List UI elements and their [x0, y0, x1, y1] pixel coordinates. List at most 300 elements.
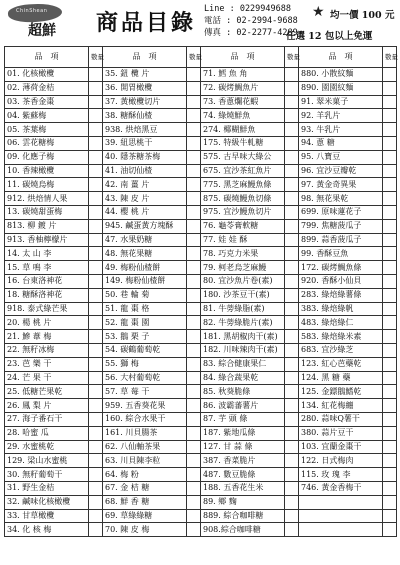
quantity-cell[interactable]: [383, 219, 397, 233]
product-item-cell: 280. 蒜味Q薯干: [299, 412, 383, 426]
product-item-cell: 175. 特級牛軋糖: [201, 136, 285, 150]
column-header-item: 品 項: [201, 47, 285, 68]
product-item-cell: 40. 隱茶糖茶梅: [103, 150, 187, 164]
quantity-cell[interactable]: [89, 136, 103, 150]
product-item-cell: 182. 川味辣肉干(素): [201, 343, 285, 357]
product-item-cell: 28. 哈蜜 瓜: [5, 426, 89, 440]
product-item-cell: 42. 南 薑 片: [103, 178, 187, 192]
quantity-cell[interactable]: [383, 164, 397, 178]
quantity-cell[interactable]: [285, 481, 299, 495]
quantity-cell[interactable]: [285, 454, 299, 468]
product-item-cell: 25. 低糖芒果乾: [5, 385, 89, 399]
product-item-cell: 64. 梅 粉: [103, 468, 187, 482]
product-item-cell: 123. 紅心芭藥乾: [299, 357, 383, 371]
product-item-cell: 29. 水蜜桃乾: [5, 440, 89, 454]
quantity-cell[interactable]: [285, 357, 299, 371]
quantity-cell[interactable]: [187, 426, 201, 440]
product-item-cell: 387. 香菜脆片: [201, 454, 285, 468]
product-item-cell: 10. 香辣橄欖: [5, 164, 89, 178]
quantity-cell[interactable]: [285, 509, 299, 523]
quantity-cell[interactable]: [383, 81, 397, 95]
product-item-cell: 575. 古早味大綠公: [201, 150, 285, 164]
product-item-cell: 51. 龍 棗 格: [103, 302, 187, 316]
product-item-cell: 22. 無籽冰梅: [5, 343, 89, 357]
quantity-cell[interactable]: [187, 192, 201, 206]
quantity-cell[interactable]: [285, 178, 299, 192]
product-table: [4, 46, 397, 537]
quantity-cell[interactable]: [383, 468, 397, 482]
quantity-cell[interactable]: [383, 302, 397, 316]
product-item-cell: 122. 日式梅肉: [299, 454, 383, 468]
quantity-cell[interactable]: [89, 205, 103, 219]
column-header-qty: 數量: [285, 47, 299, 68]
table-row: [5, 233, 397, 247]
quantity-cell[interactable]: [89, 343, 103, 357]
quantity-cell[interactable]: [383, 288, 397, 302]
quantity-cell[interactable]: [89, 261, 103, 275]
product-item-cell: 129. 梁山水蜜桃: [5, 454, 89, 468]
contact-info: [204, 3, 298, 39]
product-item-cell: 20. 楊 桃 片: [5, 316, 89, 330]
quantity-cell[interactable]: [89, 95, 103, 109]
product-item-cell: 04. 紫蘇梅: [5, 109, 89, 123]
table-row: [5, 385, 397, 399]
column-header-item: 品 項: [103, 47, 187, 68]
quantity-cell[interactable]: [89, 150, 103, 164]
product-item-cell: 161. 川貝腸茶: [103, 426, 187, 440]
quantity-cell[interactable]: [89, 523, 103, 537]
quantity-cell[interactable]: [285, 330, 299, 344]
column-header-item: 品 項: [5, 47, 89, 68]
quantity-cell[interactable]: [383, 109, 397, 123]
quantity-cell[interactable]: [285, 68, 299, 82]
quantity-cell[interactable]: [383, 261, 397, 275]
table-row: [5, 399, 397, 413]
quantity-cell[interactable]: [187, 123, 201, 137]
product-item-cell: 79. 柯老烏芝麻鰻: [201, 261, 285, 275]
product-item-cell: 880. 小散紋麵: [299, 68, 383, 82]
quantity-cell[interactable]: [383, 357, 397, 371]
quantity-cell[interactable]: [187, 288, 201, 302]
product-item-cell: 13. 碳燒甜蛋梅: [5, 205, 89, 219]
quantity-cell[interactable]: [383, 454, 397, 468]
quantity-cell[interactable]: [285, 468, 299, 482]
product-item-cell: 01. 化核橄欖: [5, 68, 89, 82]
quantity-cell[interactable]: [285, 95, 299, 109]
quantity-cell[interactable]: [187, 302, 201, 316]
quantity-cell[interactable]: [383, 481, 397, 495]
product-item-cell: 81. 牛蒡綠脂(素): [201, 302, 285, 316]
product-item-cell: 92. 羊乳片: [299, 109, 383, 123]
quantity-cell[interactable]: [89, 509, 103, 523]
product-item-cell: 187. 紫地瓜條: [201, 426, 285, 440]
quantity-cell[interactable]: [187, 247, 201, 261]
quantity-cell[interactable]: [383, 136, 397, 150]
product-item-cell: 24. 芒 果 干: [5, 371, 89, 385]
product-item-cell: 889. 綜合咖啡糖: [201, 509, 285, 523]
quantity-cell[interactable]: [383, 412, 397, 426]
product-item-cell: 93. 牛乳片: [299, 123, 383, 137]
product-item-cell: 938. 烘焙黑豆: [103, 123, 187, 137]
line-id: Line : 0229949688: [204, 4, 291, 14]
table-row: [5, 454, 397, 468]
quantity-cell[interactable]: [383, 274, 397, 288]
product-item-cell: 23. 芭 樂 干: [5, 357, 89, 371]
table-row: [5, 219, 397, 233]
product-item-cell: 70. 陳 皮 梅: [103, 523, 187, 537]
quantity-cell[interactable]: [187, 523, 201, 537]
product-item-cell: 71. 鱈 魚 角: [201, 68, 285, 82]
quantity-cell[interactable]: [285, 261, 299, 275]
quantity-cell[interactable]: [89, 302, 103, 316]
quantity-cell[interactable]: [187, 412, 201, 426]
quantity-cell[interactable]: [187, 385, 201, 399]
quantity-cell[interactable]: [89, 274, 103, 288]
quantity-cell[interactable]: [89, 219, 103, 233]
product-item-cell: 89. 鄉 麴: [201, 495, 285, 509]
logo-brand-name: 超鮮: [28, 23, 56, 39]
product-item-cell: 115. 玫 瑰 李: [299, 468, 383, 482]
quantity-cell[interactable]: [383, 192, 397, 206]
star-icon: ★: [312, 4, 325, 20]
product-item-cell: 34. 化 核 梅: [5, 523, 89, 537]
quantity-cell[interactable]: [187, 371, 201, 385]
product-item-cell: 890. 園園紋麵: [299, 81, 383, 95]
quantity-cell[interactable]: [89, 247, 103, 261]
product-item-cell: 913. 香柚檸檬片: [5, 233, 89, 247]
quantity-cell[interactable]: [187, 219, 201, 233]
quantity-cell[interactable]: [187, 205, 201, 219]
quantity-cell[interactable]: [383, 330, 397, 344]
quantity-cell[interactable]: [285, 399, 299, 413]
table-row: [5, 426, 397, 440]
product-item-cell: 160. 綜合水果干: [103, 412, 187, 426]
product-item-cell: 37. 黃橄欖切片: [103, 95, 187, 109]
quantity-cell[interactable]: [187, 164, 201, 178]
quantity-cell[interactable]: [383, 178, 397, 192]
product-item-cell: 775. 黑芝麻鰻魚條: [201, 178, 285, 192]
product-item-cell: 57. 草 莓 干: [103, 385, 187, 399]
quantity-cell[interactable]: [89, 316, 103, 330]
quantity-cell[interactable]: [187, 481, 201, 495]
product-item-cell: 274. 椰糊鮮魚: [201, 123, 285, 137]
quantity-cell[interactable]: [89, 426, 103, 440]
product-item-cell: 27. 海子番石干: [5, 412, 89, 426]
product-item-cell: 44. 櫻 桃 片: [103, 205, 187, 219]
table-row: [5, 95, 397, 109]
table-row: [5, 150, 397, 164]
product-item-cell: 18. 糖酥洛神花: [5, 288, 89, 302]
product-item-cell: [299, 523, 383, 537]
product-item-cell: 43. 陳 皮 片: [103, 192, 187, 206]
table-row: [5, 330, 397, 344]
product-item-cell: 99. 香酥豆魚: [299, 247, 383, 261]
product-item-cell: 172. 碳烤鯛魚條: [299, 261, 383, 275]
product-item-cell: 920. 香酥小仙貝: [299, 274, 383, 288]
table-row: [5, 481, 397, 495]
product-item-cell: 799. 焦糖菠瓜子: [299, 219, 383, 233]
quantity-cell[interactable]: [89, 233, 103, 247]
quantity-cell[interactable]: [187, 261, 201, 275]
quantity-cell[interactable]: [187, 357, 201, 371]
quantity-cell[interactable]: [285, 123, 299, 137]
table-row: [5, 274, 397, 288]
product-item-cell: 21. 鰺 葦 梅: [5, 330, 89, 344]
product-item-cell: 283. 綠焙綠薯條: [299, 288, 383, 302]
quantity-cell[interactable]: [285, 136, 299, 150]
table-row: [5, 523, 397, 537]
quantity-cell[interactable]: [383, 426, 397, 440]
quantity-cell[interactable]: [285, 426, 299, 440]
logo-subtext: ChinShean: [16, 8, 48, 14]
quantity-cell[interactable]: [383, 440, 397, 454]
quantity-cell[interactable]: [187, 495, 201, 509]
product-item-cell: 55. 獅 梅: [103, 357, 187, 371]
quantity-cell[interactable]: [383, 95, 397, 109]
quantity-cell[interactable]: [187, 274, 201, 288]
quantity-cell[interactable]: [89, 440, 103, 454]
product-item-cell: 98. 無花果乾: [299, 192, 383, 206]
product-item-cell: 83. 綜合健康果仁: [201, 357, 285, 371]
quantity-cell[interactable]: [89, 288, 103, 302]
product-item-cell: 31. 野生金桔: [5, 481, 89, 495]
product-item-cell: 875. 碳燒鰻魚切條: [201, 192, 285, 206]
quantity-cell[interactable]: [187, 440, 201, 454]
quantity-cell[interactable]: [285, 150, 299, 164]
quantity-cell[interactable]: [285, 288, 299, 302]
quantity-cell[interactable]: [187, 316, 201, 330]
product-item-cell: 134. 紅花梅纏: [299, 399, 383, 413]
table-row: [5, 164, 397, 178]
product-item-cell: 82. 牛蒡綠脆片(素): [201, 316, 285, 330]
product-item-cell: 30. 無籽葡萄干: [5, 468, 89, 482]
product-item-cell: 180. 沙茶豆干(素): [201, 288, 285, 302]
quantity-cell[interactable]: [89, 399, 103, 413]
product-item-cell: 09. 化應子梅: [5, 150, 89, 164]
quantity-cell[interactable]: [383, 399, 397, 413]
quantity-cell[interactable]: [285, 205, 299, 219]
product-item-cell: 908.綜合咖啡糖: [201, 523, 285, 537]
quantity-cell[interactable]: [383, 123, 397, 137]
quantity-cell[interactable]: [187, 178, 201, 192]
quantity-cell[interactable]: [89, 371, 103, 385]
catalog-header: [0, 0, 400, 44]
product-item-cell: 583. 綠焙綠米素: [299, 330, 383, 344]
product-item-cell: 124. 黑 糖 藥: [299, 371, 383, 385]
product-item-cell: 38. 糖酥仙楂: [103, 109, 187, 123]
quantity-cell[interactable]: [187, 136, 201, 150]
quantity-cell[interactable]: [383, 523, 397, 537]
table-row: [5, 68, 397, 82]
quantity-cell[interactable]: [285, 247, 299, 261]
quantity-cell[interactable]: [187, 468, 201, 482]
quantity-cell[interactable]: [383, 205, 397, 219]
quantity-cell[interactable]: [383, 495, 397, 509]
quantity-cell[interactable]: [187, 343, 201, 357]
quantity-cell[interactable]: [285, 371, 299, 385]
product-item-cell: 483. 綠焙綠仁: [299, 316, 383, 330]
quantity-cell[interactable]: [285, 523, 299, 537]
quantity-cell[interactable]: [187, 233, 201, 247]
page-title: 商品目錄: [96, 10, 197, 36]
fax-number: 傳真 : 02-2277-4289: [204, 28, 298, 38]
quantity-cell[interactable]: [285, 343, 299, 357]
table-body: [5, 68, 397, 537]
product-item-cell: 86. 波霸蕃薯片: [201, 399, 285, 413]
table-row: [5, 247, 397, 261]
product-item-cell: 68. 鮮 香 糖: [103, 495, 187, 509]
quantity-cell[interactable]: [383, 509, 397, 523]
product-item-cell: 912. 烘焙情人果: [5, 192, 89, 206]
product-item-cell: 03. 茶香金棗: [5, 95, 89, 109]
product-item-cell: 74. 綠燒鮮魚: [201, 109, 285, 123]
quantity-cell[interactable]: [89, 123, 103, 137]
product-item-cell: 50. 巷 輪 菊: [103, 288, 187, 302]
product-item-cell: 49. 梅粉仙楂餅: [103, 261, 187, 275]
quantity-cell[interactable]: [89, 481, 103, 495]
quantity-cell[interactable]: [383, 343, 397, 357]
table-row: [5, 412, 397, 426]
product-item-cell: 975. 宜沙鰻魚切片: [201, 205, 285, 219]
product-item-cell: [299, 509, 383, 523]
product-item-cell: 56. 大村葡萄乾: [103, 371, 187, 385]
product-item-cell: 36. 開胃橄欖: [103, 81, 187, 95]
quantity-cell[interactable]: [187, 109, 201, 123]
table-row: [5, 357, 397, 371]
product-item-cell: 683. 宜沙綠芝: [299, 343, 383, 357]
phone-number: 電話 : 02-2994-9688: [204, 16, 298, 26]
quantity-cell[interactable]: [89, 192, 103, 206]
quantity-cell[interactable]: [383, 150, 397, 164]
table-row: [5, 302, 397, 316]
product-item-cell: 95. 八寶豆: [299, 150, 383, 164]
column-header-qty: 數量: [383, 47, 397, 68]
product-item-cell: 188. 五香花生米: [201, 481, 285, 495]
quantity-cell[interactable]: [187, 330, 201, 344]
quantity-cell[interactable]: [285, 440, 299, 454]
quantity-cell[interactable]: [187, 150, 201, 164]
quantity-cell[interactable]: [285, 274, 299, 288]
table-header-row: [5, 47, 397, 68]
quantity-cell[interactable]: [89, 468, 103, 482]
quantity-cell[interactable]: [383, 316, 397, 330]
table-row: [5, 81, 397, 95]
product-item-cell: 15. 草 鳴 李: [5, 261, 89, 275]
product-item-cell: 53. 鵝 栗 子: [103, 330, 187, 344]
product-item-cell: 76. 龜苓膏軟糖: [201, 219, 285, 233]
product-item-cell: 945. 鹹蛋黃方塊酥: [103, 219, 187, 233]
product-item-cell: 149. 梅粉仙楂餅: [103, 274, 187, 288]
quantity-cell[interactable]: [383, 68, 397, 82]
quantity-cell[interactable]: [285, 412, 299, 426]
product-item-cell: 54. 碳鶴葡萄乾: [103, 343, 187, 357]
quantity-cell[interactable]: [285, 316, 299, 330]
product-item-cell: 35. 鈕 欖 片: [103, 68, 187, 82]
quantity-cell[interactable]: [187, 509, 201, 523]
product-item-cell: 26. 鳳 梨 片: [5, 399, 89, 413]
product-item-cell: 181. 黑胡椒肉干(素): [201, 330, 285, 344]
quantity-cell[interactable]: [89, 412, 103, 426]
quantity-cell[interactable]: [285, 302, 299, 316]
quantity-cell[interactable]: [187, 68, 201, 82]
table-row: [5, 316, 397, 330]
quantity-cell[interactable]: [89, 495, 103, 509]
quantity-cell[interactable]: [187, 81, 201, 95]
product-item-cell: 80. 宜沙魚片卷(素): [201, 274, 285, 288]
quantity-cell[interactable]: [285, 81, 299, 95]
quantity-cell[interactable]: [89, 178, 103, 192]
quantity-cell[interactable]: [89, 454, 103, 468]
product-item-cell: 78. 巧克力米果: [201, 247, 285, 261]
quantity-cell[interactable]: [383, 233, 397, 247]
quantity-cell[interactable]: [285, 233, 299, 247]
product-item-cell: 52. 龍 棗 園: [103, 316, 187, 330]
product-item-cell: 125. 金鏢鵝鰭乾: [299, 385, 383, 399]
quantity-cell[interactable]: [89, 68, 103, 82]
quantity-cell[interactable]: [187, 454, 201, 468]
quantity-cell[interactable]: [285, 495, 299, 509]
quantity-cell[interactable]: [89, 330, 103, 344]
quantity-cell[interactable]: [89, 109, 103, 123]
product-item-cell: 127. 甘 蒜 條: [201, 440, 285, 454]
quantity-cell[interactable]: [285, 219, 299, 233]
product-item-cell: 48. 無花果糖: [103, 247, 187, 261]
product-item-cell: 84. 綠合蔬果乾: [201, 371, 285, 385]
product-item-cell: 67. 金 桔 糖: [103, 481, 187, 495]
product-item-cell: 39. 紐思桃干: [103, 136, 187, 150]
product-item-cell: 87. 芋 頭 條: [201, 412, 285, 426]
quantity-cell[interactable]: [89, 81, 103, 95]
product-item-cell: 02. 薄荷金桔: [5, 81, 89, 95]
quantity-cell[interactable]: [187, 95, 201, 109]
quantity-cell[interactable]: [187, 399, 201, 413]
product-item-cell: 06. 雲花糖梅: [5, 136, 89, 150]
price-note: 均一價 100 元: [330, 10, 395, 21]
column-header-qty: 數量: [89, 47, 103, 68]
product-item-cell: 699. 原味蓮花子: [299, 205, 383, 219]
quantity-cell[interactable]: [285, 385, 299, 399]
quantity-cell[interactable]: [89, 357, 103, 371]
product-item-cell: 746. 黃金香梅干: [299, 481, 383, 495]
quantity-cell[interactable]: [383, 247, 397, 261]
table-row: [5, 468, 397, 482]
quantity-cell[interactable]: [89, 385, 103, 399]
product-item-cell: 16. 台東洛神花: [5, 274, 89, 288]
product-item-cell: 11. 碳燒烏梅: [5, 178, 89, 192]
table-row: [5, 136, 397, 150]
quantity-cell[interactable]: [285, 192, 299, 206]
quantity-cell[interactable]: [383, 371, 397, 385]
product-item-cell: 918. 泰式綠芒果: [5, 302, 89, 316]
product-item-cell: [299, 495, 383, 509]
quantity-cell[interactable]: [285, 109, 299, 123]
brand-logo: [6, 2, 70, 38]
table-row: [5, 343, 397, 357]
column-header-item: 品 項: [299, 47, 383, 68]
product-item-cell: 47. 水果奶糖: [103, 233, 187, 247]
product-item-cell: 380. 蒜片豆干: [299, 426, 383, 440]
table-row: [5, 261, 397, 275]
product-item-cell: 69. 草綠綠糖: [103, 509, 187, 523]
quantity-cell[interactable]: [383, 385, 397, 399]
table-row: [5, 440, 397, 454]
product-item-cell: 73. 香蔥爛花蝦: [201, 95, 285, 109]
quantity-cell[interactable]: [285, 164, 299, 178]
quantity-cell[interactable]: [89, 164, 103, 178]
column-header-qty: 數量: [187, 47, 201, 68]
product-item-cell: 14. 太 山 李: [5, 247, 89, 261]
table-row: [5, 288, 397, 302]
